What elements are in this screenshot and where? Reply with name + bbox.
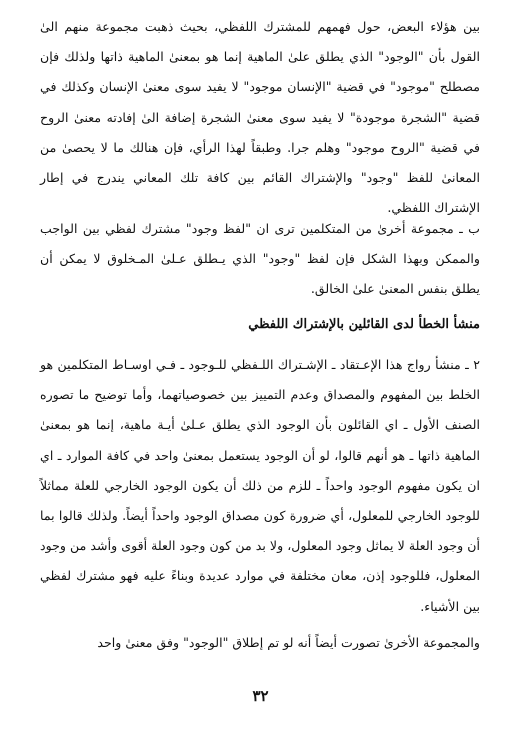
paragraph-text: والمجموعة الأخرىٰ تصورت أيضاً أنه لو تم إطلاق "الوجود" وفق معنىٰ واحد xyxy=(97,635,480,650)
page-number: ٣٢ xyxy=(252,687,269,705)
body-paragraph-1 xyxy=(40,12,480,223)
paragraph-text: ب ـ مجموعة أخرىٰ من المتكلمين ترى ان "لفظ وجود" مشترك لفظي بين الواجب والممكن وبهذا الشكل فإن لفظ "وجود" الذي يـطلق عـلىٰ المـخلوق لا يمكن أن يطلق بنفس المعنىٰ علىٰ الخالق. xyxy=(40,221,480,297)
body-paragraph-3 xyxy=(40,350,480,622)
body-paragraph-4 xyxy=(40,628,480,658)
paragraph-text: بين هؤلاء البعض، حول فهمهم للمشترك اللفظي، بحيث ذهبت مجموعة منهم الىٰ القول بأن "الوجود" الذي يطلق علىٰ الماهية إنما هو بمعنىٰ الماهية ذاتها ولذلك فإن مصطلح "موجود" في قضية "الإنسان موجود" لا يفيد سوى معنىٰ الإنسان وكذلك في قضية "الشجرة موجودة" لا يفيد سوى معنىٰ الشجرة إضافة الىٰ إفادته معنىٰ الروح في قضية "الروح موجود" وهلم جرا. وطبقاً لهذا الرأي، فإن هنالك ما لا يحصىٰ من المعانىٰ للفظ "وجود" والإشتراك القائم بين كافة تلك المعاني يندرج في إطار الإشتراك اللفظي. xyxy=(40,19,480,216)
section-heading: منشأ الخطأ لدى القائلين بالإشتراك اللفظي xyxy=(248,317,480,332)
paragraph-text: ٢ ـ منشأ رواج هذا الإعـتقاد ـ الإشـتراك اللـفظي للـوجود ـ فـي اوسـاط المتكلمين هو الخلط بين المفهوم والمصداق وعدم التمييز بين خصوصياتهما، وأما توضيح ما تصوره الصنف الأول ـ اي القائلون بأن الوجود الذي يطلق عـلىٰ أيـة ماهية، إنما هو بمعنىٰ الماهية ذاتها ـ هو أنهم قالوا، لو أن الوجود يستعمل بمعنىٰ واحد في كافة الموارد ـ اي ان يكون مفهوم الوجود واحداً ـ للزم من ذلك أن يكون الوجود الخارجي للعلة مماثلاً للوجود الخارجي للمعلول، أي ضرورة كون مصداق الوجود واحداً أيضاً. ولذلك قالوا بما أن وجود العلة لا يماثل وجود المعلول، ولا بد من كون وجود العلة أقوى وأشد من وجود المعلول، فللوجود إذن، معان مختلفة في موارد عديدة وبناءً عليه فهو مشترك لفظي بين الأشياء. xyxy=(40,357,480,614)
body-paragraph-2 xyxy=(40,214,480,305)
